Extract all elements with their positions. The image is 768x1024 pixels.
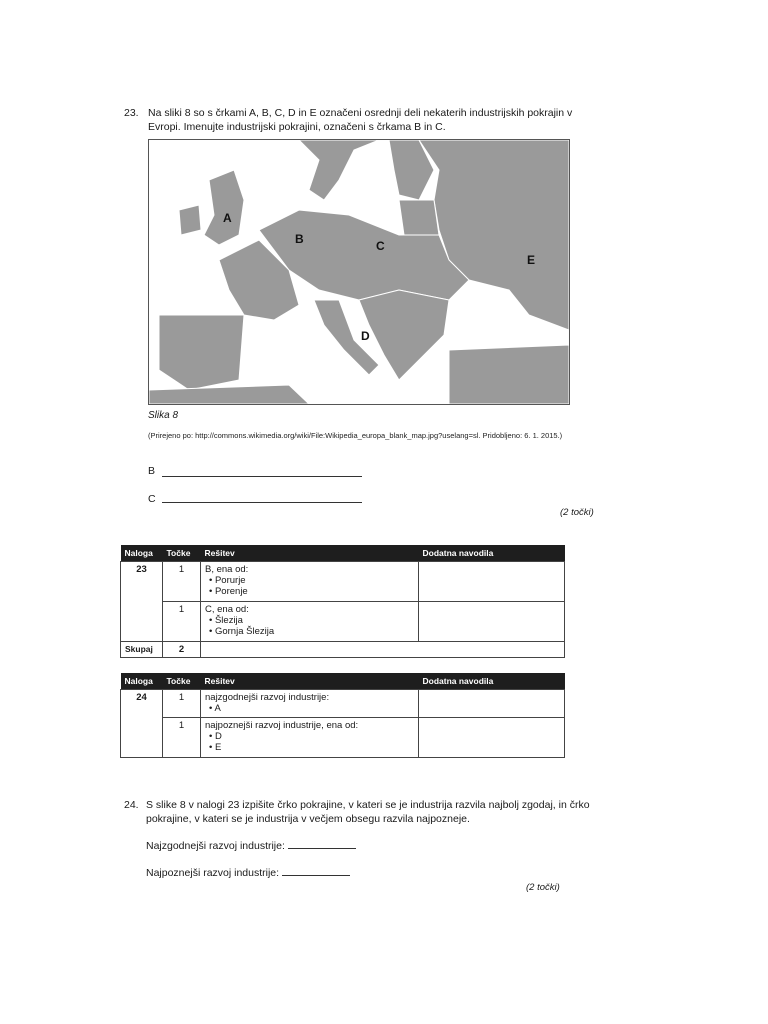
question-23-points: (2 točki) [560,507,594,518]
row-notes [419,690,565,718]
task-number: 24 [121,690,163,758]
answer-latest-line[interactable] [282,866,350,876]
table-total-row [121,642,565,658]
solution-title: B, ena od: [205,564,249,575]
map-letter-b: B [295,232,304,246]
solution-table-23 [120,545,565,658]
solution-title: najzgodnejši razvoj industrije: [205,692,330,703]
table-row [121,562,565,602]
question-24-number: 24. [124,799,139,811]
question-24-line-1: S slike 8 v nalogi 23 izpišite črko pokrajine, v kateri se je industrija razvila najbolj zgodaj, in črko [146,799,590,811]
table-row [121,690,565,718]
row-points: 1 [163,602,201,642]
solution-table-24 [120,673,565,758]
row-points: 1 [163,718,201,758]
header-naloga: Naloga [121,673,163,690]
answer-line-b[interactable] [162,476,362,477]
europe-map [148,139,570,405]
figure-caption: Slika 8 [148,410,179,421]
header-resitev: Rešitev [201,545,419,562]
header-tocke: Točke [163,673,201,690]
table-header-row [121,673,565,690]
question-24-points: (2 točki) [526,882,560,893]
row-notes [419,562,565,602]
row-solution [201,690,419,718]
total-points: 2 [163,642,201,658]
solution-item: • D [205,731,414,742]
total-label: Skupaj [121,642,163,658]
question-23-line-2: Evropi. Imenujte industrijski pokrajini, označeni s črkama B in C. [148,121,446,133]
solution-item: • Šlezija [205,615,414,626]
question-24-text [146,798,596,826]
header-resitev: Rešitev [201,673,419,690]
solution-title: C, ena od: [205,604,249,615]
table-header-row [121,545,565,562]
row-solution [201,602,419,642]
solution-title: najpoznejši razvoj industrije, ena od: [205,720,359,731]
header-tocke: Točke [163,545,201,562]
answer-earliest-label: Najzgodnejši razvoj industrije: [146,840,285,852]
row-points: 1 [163,562,201,602]
solution-item: • A [205,703,414,714]
row-notes [419,718,565,758]
solution-item: • Gornja Šlezija [205,626,414,637]
table-row [121,718,565,758]
answer-label-c: C [148,493,156,505]
row-solution [201,562,419,602]
question-23-number: 23. [124,107,139,119]
header-naloga: Naloga [121,545,163,562]
row-notes [419,602,565,642]
map-letter-e: E [527,253,536,267]
header-dodatna-navodila: Dodatna navodila [419,545,565,562]
map-letter-a: A [223,211,232,225]
answer-earliest [146,839,356,853]
solution-item: • E [205,742,414,753]
figure-source: (Prirejeno po: http://commons.wikimedia.org/wiki/File:Wikipedia_europa_blank_map.jpg?uselang=sl. Pridobljeno: 6. 1. 2015.) [148,431,563,440]
europe-map-graphic [149,140,569,404]
table-row [121,602,565,642]
question-24-line-2: pokrajine, v kateri se je industrija v večjem obsegu razvila najpozneje. [146,813,470,825]
row-solution [201,718,419,758]
solution-item: • Porenje [205,586,414,597]
question-23-text [148,106,588,134]
answer-line-c[interactable] [162,502,362,503]
map-letter-d: D [361,329,370,343]
map-letter-c: C [376,239,385,253]
header-dodatna-navodila: Dodatna navodila [419,673,565,690]
answer-latest [146,866,350,880]
total-empty [201,642,565,658]
question-23-line-1: Na sliki 8 so s črkami A, B, C, D in E označeni osrednji deli nekaterih industrijskih pokrajin v [148,107,573,119]
answer-earliest-line[interactable] [288,839,356,849]
solution-item: • Porurje [205,575,414,586]
answer-latest-label: Najpoznejši razvoj industrije: [146,867,280,879]
row-points: 1 [163,690,201,718]
task-number: 23 [121,562,163,642]
answer-label-b: B [148,465,156,477]
